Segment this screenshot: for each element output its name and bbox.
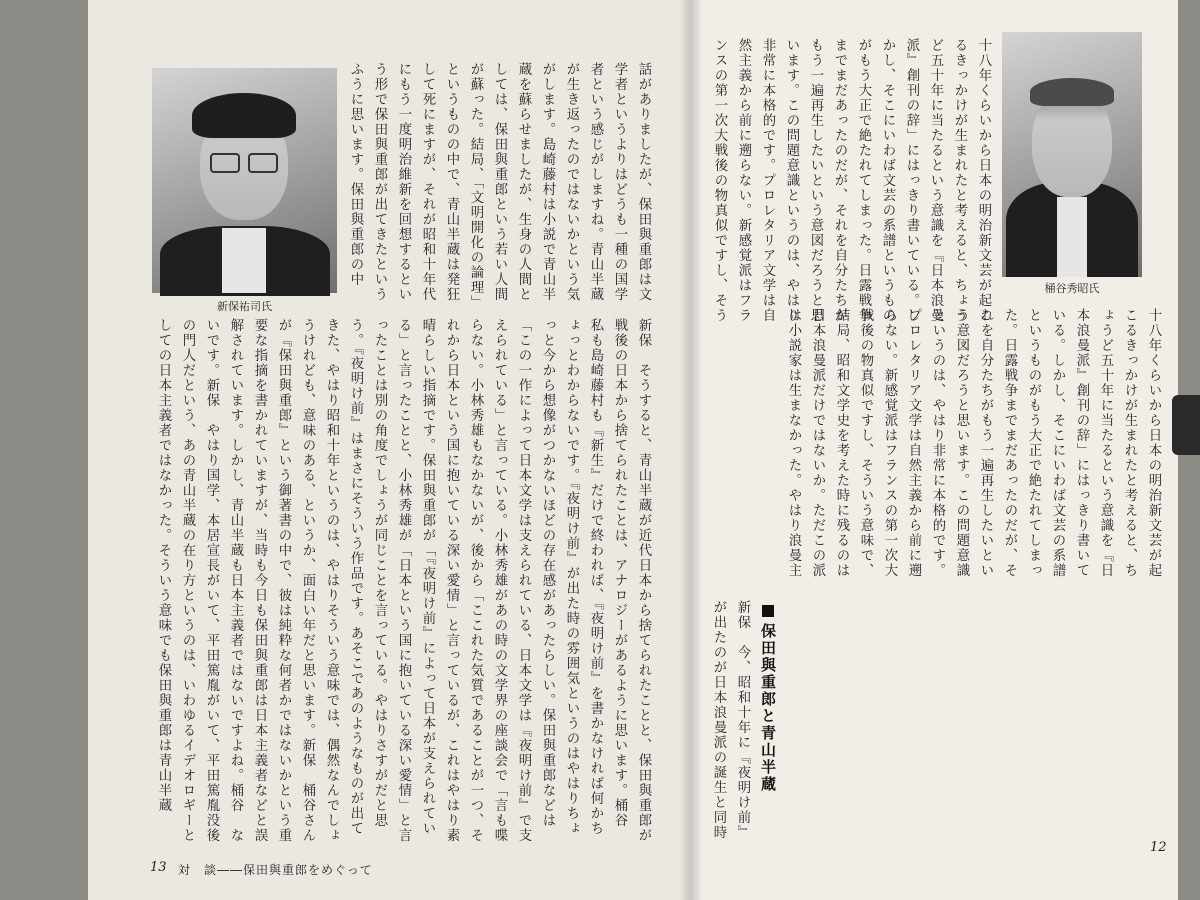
caption-oketani: 桶谷秀昭氏 — [1044, 282, 1100, 295]
left-lower-paragraph: 新保 そうすると、青山半蔵が近代日本から捨てられたことと、保田與重郎が戦後の日本から捨てられたことは、アナロジーがあるように思います。桶谷 私も島崎藤村も『新生』だけで終われば、『夜明け前』を書かなければ何かちょっとわからないです。『夜明け前』が出た時の雰囲気というのはやはりちょっと今から想像がつかないほどの存在感があったらしい。保田與重郎などは「この一作によって日本文学は支えられている、日本文学は『夜明け前』で支えられている」と言っている。小林秀雄があの時の文学界の座談会で「言も喋らない。小林秀雄もなかないが、後から「ここれた気質であることが一つ、それから日本という国に抱いている深い愛情」と言っているが、これはやはり素晴らしい指摘です。保田與重郎が「『夜明け前』によって日本が支えられている」と言ったことと、小林秀雄が「日本という国に抱いている深い愛情」と言ったことは別の角度でしょうが同じことを言っている。やはりさすがだと思う。『夜明け前』はまさにそういう作品です。あそこであのようなものが出てきた、やはり昭和十年というのは、やはりそういう意味では、偶然なんでしょうけれども、意味のある、というか、面白い年だと思います。新保 桶谷さんが『保田與重郎』という御著書の中で、彼は純粋な何者かではないかという重要な指摘を書かれていますが、当時も今日も保田與重郎は日本主義者などと誤解されています。しかし、青山半蔵も日本主義者ではないですよね。桶谷 ないです。新保 やはり国学、本居宣長がいて、平田篤胤がいて、平田篤胤没後の門人だという、あの青山半蔵の在り方というのは、いわゆるイデオロギーとしての日本主義者ではなかった。そういう意味でも保田與重郎は青山半蔵 — [156, 318, 651, 843]
portrait-oketani-hair — [1030, 78, 1114, 106]
section-marker-icon — [762, 605, 774, 617]
right-upper-paragraph: 十八年くらいから日本の明治新文芸が起こるきっかけが生まれたと考えると、ちょうど五十年に当たるという意識を『日本浪曼派』創刊の辞」にはっきり書いている。しかし、そこにいわば文芸の系譜というものがもう大正で絶たれてしまった。日露戦争までまだあったのだが、それを自分たちがもう一遍再生したいという意図だろうと思います。この問題意識というのは、やはり非常に本格的です。プロレタリア文学は自然主義から前に遡らない。新感覚派はフランスの第一次大戦後の物真似ですし、そう — [712, 38, 991, 323]
left-lower-text — [135, 318, 655, 843]
portrait-oketani — [1002, 32, 1142, 277]
right-section-paragraph: 新保 今、昭和十年に『夜明け前』が出たのが日本浪曼派の誕生と同時 — [711, 600, 750, 840]
left-page-number: 13 — [150, 860, 167, 875]
clip-shadow — [1172, 395, 1200, 455]
right-upper-text — [705, 38, 995, 323]
portrait-shinpo-glasses-right — [248, 153, 278, 173]
caption-shinpo: 新保祐司氏 — [217, 300, 272, 313]
section-heading-text: 保田與重郎と青山半蔵 — [759, 623, 777, 793]
portrait-shinpo-hair — [192, 93, 296, 138]
running-title: 対 談――保田與重郎をめぐって — [178, 863, 373, 877]
right-section-text — [706, 600, 754, 850]
portrait-shinpo-glasses-left — [210, 153, 240, 173]
right-middle-paragraph: 十八年くらいから日本の明治新文芸が起こるきっかけが生まれたと考えると、ちょうど五十年に当たるという意識を『日本浪曼派』創刊の辞」にはっきり書いている。しかし、そこにいわば文芸の系譜というものがもう大正で絶たれてしまった。日露戦争までまだあったのだが、それを自分たちがもう一遍再生したいという意図だろうと思います。この問題意識というのは、やはり非常に本格的です。プロレタリア文学は自然主義から前に遡らない。新感覚派はフランスの第一次大戦後の物真似ですし、そういう意味で、結局、昭和文学史を考えた時に残るのは日本浪曼派だけではないか。ただこの派は小説家は生まなかった。やはり浪曼主 — [786, 308, 1161, 578]
left-upper-paragraph: 話がありましたが、保田與重郎は文学者というよりはどうも一種の国学者という感じがしますね。青山半蔵が生き返ったのではないかという気がします。島崎藤村は小説で青山半蔵を蘇らせましたが、生身の人間としては、保田與重郎という若い人間が蘇った。結局、「文明開化の論理」というものの中で、青山半蔵は発狂して死にますが、それが昭和十年代にもう一度明治維新を回想するという形で保田與重郎が出てきたというふうに思います。保田與重郎の中 — [348, 62, 651, 311]
book-gutter — [680, 0, 702, 900]
section-heading — [758, 605, 779, 835]
right-page-number: 12 — [1150, 840, 1167, 855]
left-upper-text — [345, 62, 655, 312]
portrait-shinpo — [152, 68, 337, 293]
portrait-oketani-shirt — [1057, 197, 1087, 277]
right-middle-text — [780, 308, 1165, 591]
portrait-shinpo-shirt — [222, 228, 266, 293]
